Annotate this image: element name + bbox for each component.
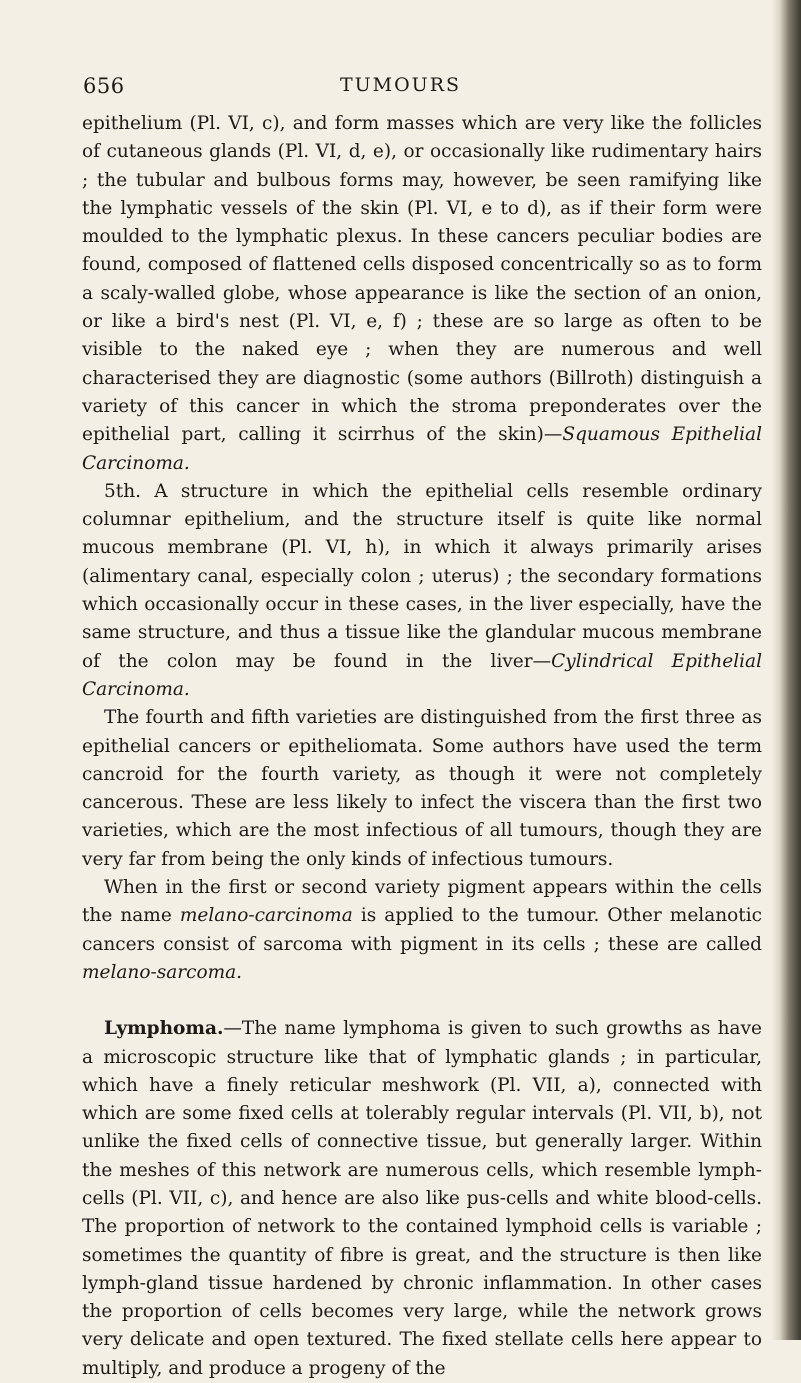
paragraph-text: The fourth and fifth varieties are distinguished from the first three as epithelial cancers or epitheliomata. Some authors have used the term cancroid for the fourth variety, as though it were not completely cancerous. These are less likely to infect the viscera than the first two varieties, which are the most infectious of all tumours, though they are very far from being the only kinds of infectious tumours. xyxy=(82,707,762,870)
paragraph-cylindrical xyxy=(82,478,762,704)
term-melano-sarcoma: melano-sarcoma. xyxy=(82,961,243,983)
running-title: TUMOURS xyxy=(339,74,462,96)
paragraph-melanotic xyxy=(82,874,762,987)
term-squamous-epithelial-carcinoma: Squamous Epithelial Carcinoma. xyxy=(82,424,762,474)
page-number: 656 xyxy=(83,74,125,98)
paragraph-text: is applied to the tumour. Other melanotic cancers consist of sarcoma with pigment in its cells ; these are called xyxy=(82,905,762,955)
page-binding-edge xyxy=(771,0,801,1340)
paragraph-epitheliomata xyxy=(82,704,762,874)
term-melano-carcinoma: melano-carcinoma xyxy=(179,905,353,927)
paragraph-text: When in the first or second variety pigment appears within the cells the name xyxy=(82,877,762,927)
paragraph-text: 5th. A structure in which the epithelial cells resemble ordinary columnar epithelium, and the structure itself is quite like normal mucous membrane (Pl. VI, h), in which it always primarily arises (alimentary canal, especially colon ; uterus) ; the secondary formations which occasionally occur in these cases, in the liver especially, have the same structure, and thus a tissue like the glandular mucous membrane of the colon may be found in the liver— xyxy=(82,480,762,672)
paragraph-squamous xyxy=(82,110,762,478)
body-text xyxy=(82,110,762,1383)
paragraph-lymphoma xyxy=(82,1015,762,1383)
paragraph-text: epithelium (Pl. VI, c), and form masses which are very like the follicles of cutaneous glands (Pl. VI, d, e), or occasionally like rudimentary hairs ; the tubular and bulbous forms may, however, be seen ramifying like the lymphatic vessels of the skin (Pl. VI, e to d), as if their form were moulded to the lymphatic plexus. In these cancers peculiar bodies are found, composed of flattened cells disposed concentrically so as to form a scaly-walled globe, whose appearance is like the section of an onion, or like a bird's nest (Pl. VI, e, f) ; these are so large as often to be visible to the naked eye ; when they are numerous and well characterised they are diagnostic (some authors (Billroth) distinguish a variety of this cancer in which the stroma preponderates over the epithelial part, calling it scirrhus of the skin)— xyxy=(82,113,762,446)
paragraph-text: —The name lymphoma is given to such growths as have a microscopic structure like that of lymphatic glands ; in particular, which have a finely reticular meshwork (Pl. VII, a), connected with which are some fixed cells at tolerably regular intervals (Pl. VII, b), not unlike the fixed cells of connective tissue, but generally larger. Within the meshes of this network are numerous cells, which resemble lymph-cells (Pl. VII, c), and hence are also like pus-cells and white blood-cells. The proportion of network to the contained lymphoid cells is variable ; sometimes the quantity of fibre is great, and the structure is then like lymph-gland tissue hardened by chronic inflammation. In other cases the proportion of cells becomes very large, while the network grows very delicate and open textured. The fixed stellate cells here appear to multiply, and produce a progeny of the xyxy=(82,1018,762,1379)
section-heading-lymphoma: Lymphoma. xyxy=(104,1018,224,1040)
term-cylindrical-epithelial-carcinoma: Cylindrical Epithelial Carcinoma. xyxy=(82,650,762,700)
